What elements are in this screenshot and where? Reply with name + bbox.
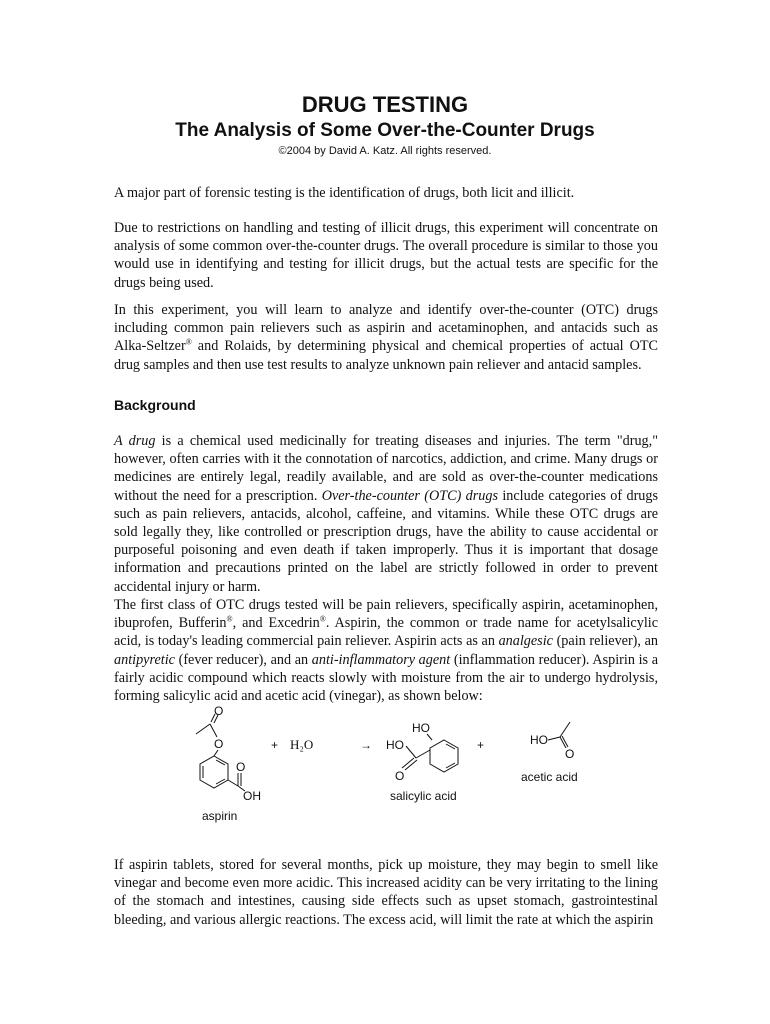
- bg-p2-text-a: The first class of OTC drugs tested will be pain relievers, specifically aspirin, acetaminophen, ibuprofen, Bufferin: [114, 597, 658, 632]
- plus-sign-1: +: [271, 738, 279, 752]
- aspirin-oh: OH: [243, 789, 261, 803]
- salicylic-acid-structure: [386, 721, 458, 803]
- salicylic-ho: HO: [386, 738, 404, 752]
- bg-p2-text-c: . Aspirin, the common or trade name for acetylsalicylic acid, is today's leading commercial pain reliever. Aspirin acts as an: [114, 615, 659, 650]
- registered-mark: ®: [319, 614, 326, 624]
- aspirin-label: aspirin: [202, 809, 238, 823]
- aspirin-carbonyl-o: O: [214, 704, 224, 718]
- salicylic-o: O: [395, 769, 405, 783]
- page-subtitle: The Analysis of Some Over-the-Counter Drugs: [175, 120, 595, 141]
- bg-p1-text-a: is a chemical used medicinally for treating diseases and injuries. The term "drug," however, often carries with it the connotation of narcotics, addiction, and crime. Many drugs or medicines are entirely legal, readily available, and are sold as over-the-counter medications without the need for a prescription.: [114, 433, 658, 504]
- intro-p3-text-b: and Rolaids, by determining physical and chemical properties of actual OTC drug samples and then use test results to analyze unknown pain reliever and antacid samples.: [114, 338, 658, 373]
- bg-p2-text-d: (pain reliever), an: [552, 633, 658, 650]
- copyright-notice: ©2004 by David A. Katz. All rights reserved.: [278, 145, 492, 157]
- acetic-o: O: [565, 747, 575, 761]
- water-formula: H₂O: [290, 737, 314, 752]
- intro-paragraph-1: A major part of forensic testing is the identification of drugs, both licit and illicit.: [114, 185, 575, 201]
- background-paragraph-1: [114, 432, 658, 596]
- aspirin-ester-o: O: [214, 737, 224, 751]
- aspirin-acid-o: O: [236, 760, 246, 774]
- bg-p2-text-b: , and Excedrin: [232, 615, 320, 632]
- plus-sign-2: +: [477, 738, 485, 752]
- page-title: DRUG TESTING: [301, 92, 469, 117]
- section-heading-background: Background: [114, 397, 196, 413]
- salicylic-ho-top: HO: [412, 721, 430, 735]
- salicylic-acid-label: salicylic acid: [390, 789, 457, 803]
- intro-p3-text-a: In this experiment, you will learn to analyze and identify over-the-counter (OTC) drugs including common pain relievers such as aspirin and acetaminophen, and antacids such as Alka-Seltzer: [114, 302, 658, 355]
- aspirin-hydrolysis-reaction: [0, 700, 770, 830]
- salicylic-benzene-ring: [430, 740, 458, 772]
- reaction-arrow: →: [360, 738, 372, 752]
- intro-paragraph-3: [114, 301, 658, 374]
- bg-p1-text-b: include categories of drugs such as pain relievers, antacids, alcohol, caffeine, and vitamins. While these OTC drugs are sold legally they, like controlled or prescription drugs, have the ability to cause accidental or purposeful poisoning and even death if taken improperly. Thus it is important that dosage information and precautions printed on the label are strictly followed in order to prevent accidental injury or harm.: [114, 487, 659, 595]
- bg-p2-text-e: (fever reducer), and an: [174, 651, 312, 668]
- bg-p2-text-f: (inflammation reducer). Aspirin is a fairly acidic compound which reacts slowly with moisture from the air to undergo hydrolysis, forming salicylic acid and acetic acid (vinegar), as shown below:: [114, 651, 658, 705]
- term-antipyretic: antipyretic: [114, 651, 175, 668]
- acetic-acid-structure: [521, 722, 578, 784]
- intro-paragraph-2: Due to restrictions on handling and testing of illicit drugs, this experiment will concentrate on analysis of some common over-the-counter drugs. The overall procedure is similar to those you would use in identifying and testing for illicit drugs, but the actual tests are specific for the drugs being used.: [114, 220, 658, 291]
- aspirin-benzene-ring: [200, 756, 228, 788]
- registered-mark: ®: [226, 614, 233, 624]
- acetic-ho: HO: [530, 733, 548, 747]
- term-drug: A drug: [114, 433, 156, 449]
- registered-mark: ®: [185, 337, 192, 347]
- acetic-acid-label: acetic acid: [521, 770, 578, 784]
- aspirin-structure: [196, 704, 261, 823]
- term-anti-inflammatory: anti-inflammatory agent: [311, 651, 451, 668]
- background-paragraph-3: If aspirin tablets, stored for several months, pick up moisture, they may begin to smell like vinegar and become even more acidic. This increased acidity can be very irritating to the lining of the stomach and intestines, causing side effects such as upset stomach, gastrointestinal bleeding, and various allergic reactions. The excess acid, will limit the rate at which the aspirin: [114, 857, 658, 928]
- background-paragraph-2: [114, 596, 658, 705]
- term-analgesic: analgesic: [498, 633, 553, 650]
- term-otc-drugs: Over-the-counter (OTC) drugs: [321, 487, 498, 504]
